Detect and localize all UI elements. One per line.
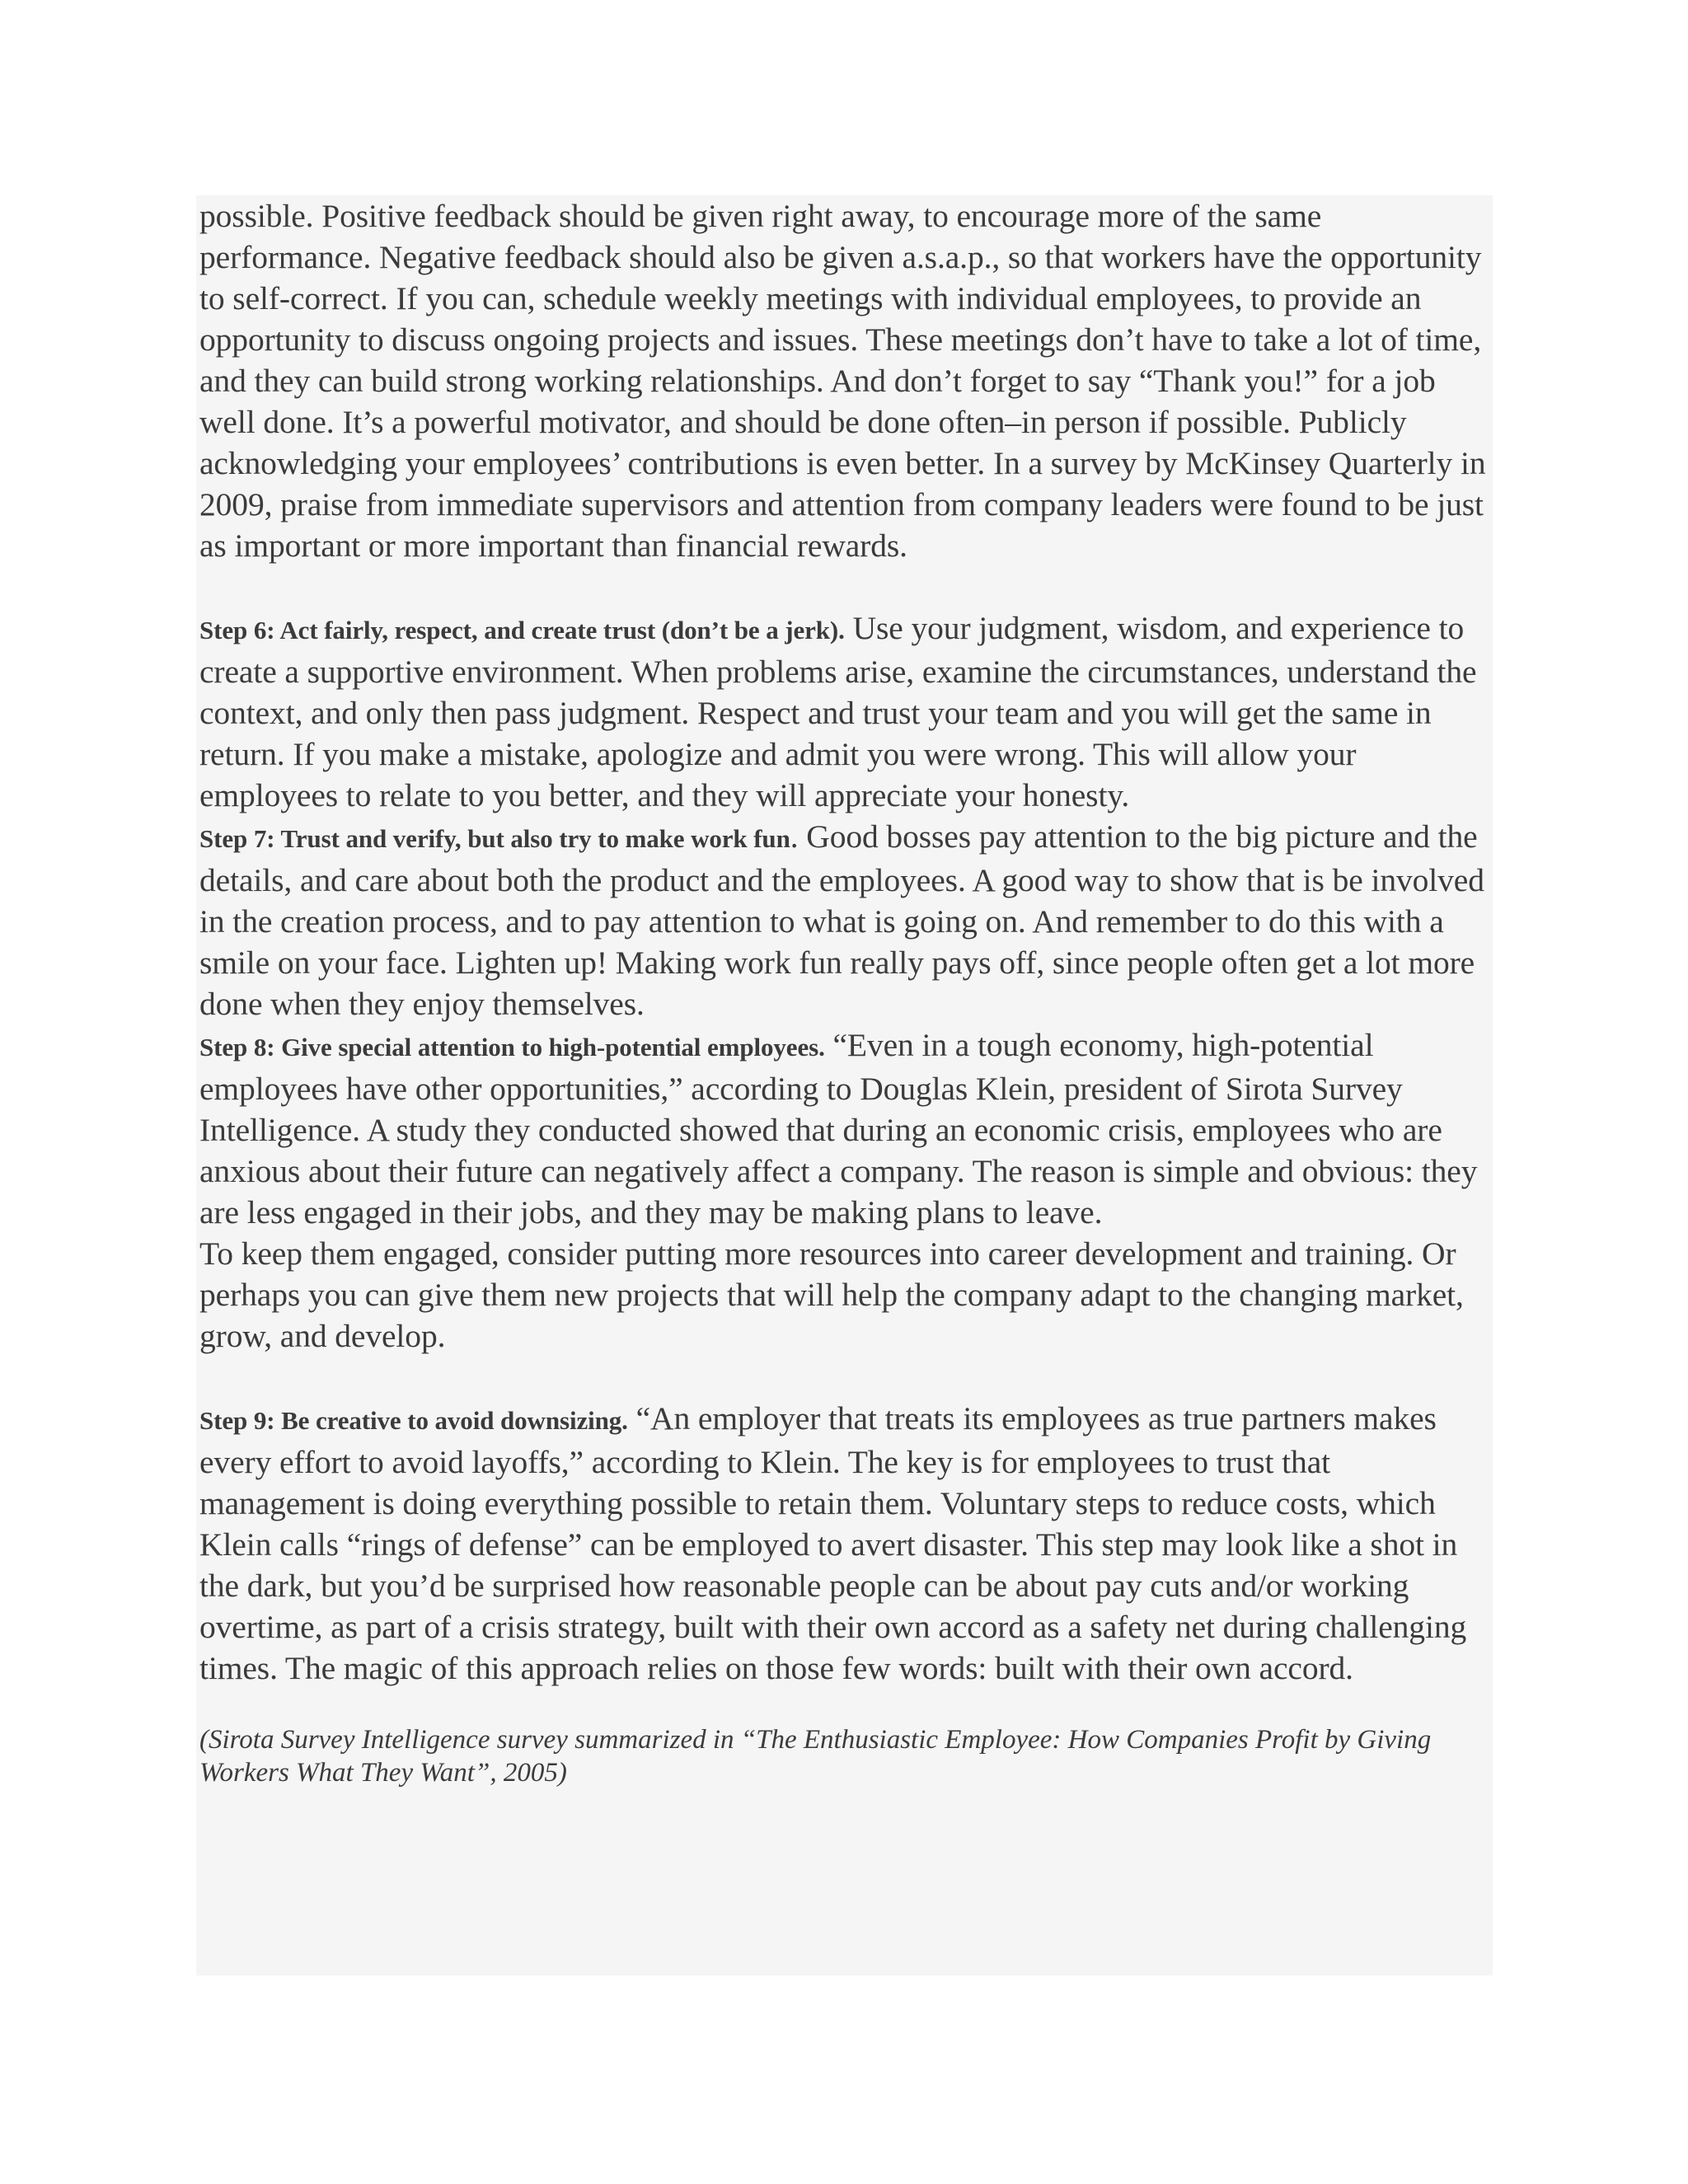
step-9-heading: Step 9: Be creative to avoid downsizing. xyxy=(199,1406,628,1435)
step-7-body: . Good bosses pay attention to the big picture and the details, and care about both the product and the employees. A good way to show that is be involved in the creation process, and to pay attention to what is going on. And remember to do this with a smile on your face. Lighten up! Making work fun really pays off, since people often get a lot more done when they enjoy themselves. xyxy=(199,818,1484,1022)
step-8-body: “Even in a tough economy, high-potential employees have other opportunities,” according to Douglas Klein, president of Sirota Survey Intelligence. A study they conducted showed that during an economic crisis, employees who are anxious about their future can negatively affect a company. The reason is simple and obvious: they are less engaged in their jobs, and they may be making plans to leave. xyxy=(199,1027,1478,1230)
paragraph-step-8 xyxy=(199,1024,1493,1233)
step-9-body: “An employer that treats its employees as true partners makes every effort to avoid layoffs,” according to Klein. The key is for employees to trust that management is doing everything possible to retain them. Voluntary steps to reduce costs, which Klein calls “rings of defense” can be employed to avert disaster. This step may look like a shot in the dark, but you’d be surprised how reasonable people can be about pay cuts and/or working overtime, as part of a crisis strategy, built with their own accord as a safety net during challenging times. The magic of this approach relies on those few words: built with their own accord. xyxy=(199,1400,1467,1686)
step-6-heading: Step 6: Act fairly, respect, and create trust (don’t be a jerk). xyxy=(199,616,845,644)
step-6-body: Use your judgment, wisdom, and experience to create a supportive environment. When problems arise, examine the circumstances, understand the context, and only then pass judgment. Respect and trust your team and you will get the same in return. If you make a mistake, apologize and admit you were wrong. This will allow your employees to relate to you better, and they will appreciate your honesty. xyxy=(199,610,1477,813)
paragraph-spacer xyxy=(199,1689,1493,1723)
step-8-heading: Step 8: Give special attention to high-potential employees. xyxy=(199,1033,825,1062)
paragraph-spacer xyxy=(199,566,1493,607)
document-text-block xyxy=(196,195,1493,1975)
paragraph-step-8-continued: To keep them engaged, consider putting more resources into career development and training. Or perhaps you can give them new projects that will help the company adapt to the changing market, grow, and develop. xyxy=(199,1235,1464,1354)
step-7-heading: Step 7: Trust and verify, but also try to make work fun xyxy=(199,824,790,853)
paragraph-step-9 xyxy=(199,1398,1493,1689)
paragraph-spacer xyxy=(199,1357,1493,1398)
paragraph-feedback: possible. Positive feedback should be given right away, to encourage more of the same performance. Negative feedback should also be given a.s.a.p., so that workers have the opportunity to self-correct. If you can, schedule weekly meetings with individual employees, to provide an opportunity to discuss ongoing projects and issues. These meetings don’t have to take a lot of time, and they can build strong working relationships. And don’t forget to say “Thank you!” for a job well done. It’s a powerful motivator, and should be done often–in person if possible. Publicly acknowledging your employees’ contributions is even better. In a survey by McKinsey Quarterly in 2009, praise from immediate supervisors and attention from company leaders were found to be just as important or more important than financial rewards. xyxy=(199,198,1486,564)
source-citation: (Sirota Survey Intelligence survey summarized in “The Enthusiastic Employee: How Companies Profit by Giving Workers What They Want”, 2005) xyxy=(199,1725,1432,1788)
paragraph-step-6 xyxy=(199,607,1493,816)
paragraph-step-7 xyxy=(199,816,1493,1024)
